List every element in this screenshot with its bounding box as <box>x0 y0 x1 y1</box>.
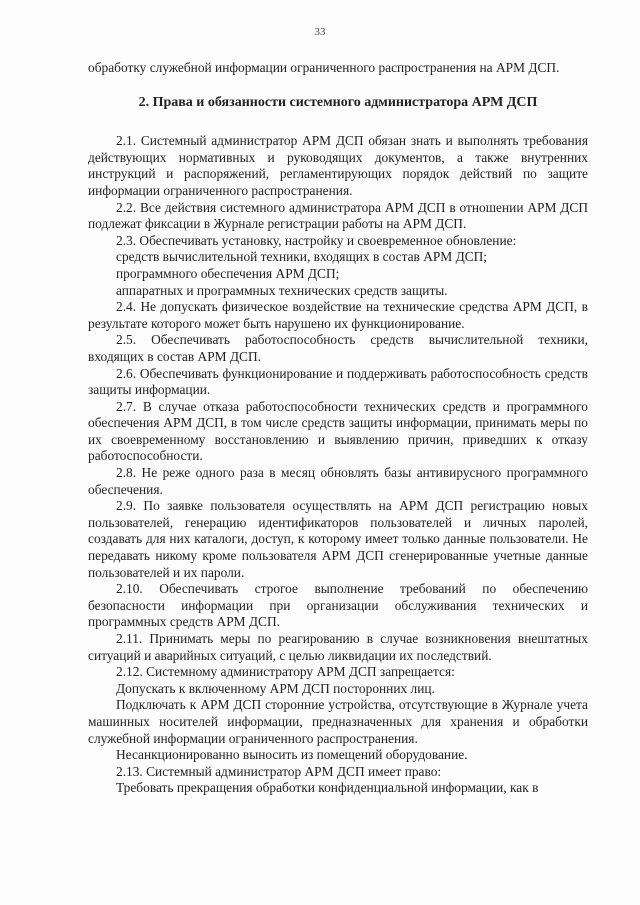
paragraph-2-2: 2.2. Все действия системного администратора АРМ ДСП в отношении АРМ ДСП подлежат фиксации в Журнале регистрации работы на АРМ ДСП. <box>88 199 588 232</box>
list-item: Требовать прекращения обработки конфиденциальной информации, как в <box>116 780 539 796</box>
list-item: Подключать к АРМ ДСП сторонние устройства, отсутствующие в Журнале учета машинных носителей информации, предназначенных для хранения и обработки служебной информации ограниченного распространения. <box>88 697 588 746</box>
paragraph-2-5: 2.5. Обеспечивать работоспособность средств вычислительной техники, входящих в состав АРМ ДСП. <box>88 332 588 364</box>
paragraph-2-12: 2.12. Системному администратору АРМ ДСП запрещается: <box>116 664 455 680</box>
list-item: аппаратных и программных технических средств защиты. <box>116 282 448 298</box>
paragraph-2-9: 2.9. По заявке пользователя осуществлять на АРМ ДСП регистрацию новых пользователей, генерацию идентификаторов пользователей и личных паролей, создавать для них каталоги, доступ, к которому имеет только данные пользователи. Не передавать никому кроме пользователя АРМ ДСП сгенерированные учетные данные пользователей и их пароли. <box>88 498 588 580</box>
paragraph-2-6: 2.6. Обеспечивать функционирование и поддерживать работоспособность средств защиты информации. <box>88 365 588 398</box>
paragraph-2-7: 2.7. В случае отказа работоспособности технических средств и программного обеспечения АРМ ДСП, в том числе средств защиты информации, принимать меры по их своевременному восстановлению и выявлению причин, приведших к отказу работоспособности. <box>88 398 588 464</box>
paragraph-2-13: 2.13. Системный администратор АРМ ДСП имеет право: <box>116 763 442 779</box>
paragraph-2-1: 2.1. Системный администратор АРМ ДСП обязан знать и выполнять требования действующих нормативных и руководящих документов, а также внутренних инструкций и распоряжений, регламентирующих порядок действий по защите информации ограниченного распространения. <box>88 133 588 198</box>
list-item: средств вычислительной техники, входящих в состав АРМ ДСП; <box>116 249 488 265</box>
paragraph-2-10: 2.10. Обеспечивать строгое выполнение требований по обеспечению безопасности информации при организации обслуживания технических и программных средств АРМ ДСП. <box>88 581 588 630</box>
list-item: Несанкционированно выносить из помещений оборудование. <box>116 747 468 763</box>
page-number: 33 <box>314 26 326 38</box>
paragraph-2-8: 2.8. Не реже одного раза в месяц обновлять базы антивирусного программного обеспечения. <box>88 465 588 497</box>
paragraph-2-3: 2.3. Обеспечивать установку, настройку и своевременное обновление: <box>116 232 517 248</box>
paragraph-2-4: 2.4. Не допускать физическое воздействие на технические средства АРМ ДСП, в результате которого может быть нарушено их функционирование. <box>88 299 588 331</box>
document-body <box>88 60 588 797</box>
paragraph-2-11: 2.11. Принимать меры по реагированию в случае возникновения внештатных ситуаций и аварийных ситуаций, с целью ликвидации их последствий. <box>88 631 588 663</box>
intro-line: обработку служебной информации ограниченного распространения на АРМ ДСП. <box>88 60 560 75</box>
section-heading: 2. Права и обязанности системного администратора АРМ ДСП <box>138 94 538 110</box>
list-item: программного обеспечения АРМ ДСП; <box>116 265 340 281</box>
list-item: Допускать к включенному АРМ ДСП посторонних лиц. <box>116 680 435 696</box>
